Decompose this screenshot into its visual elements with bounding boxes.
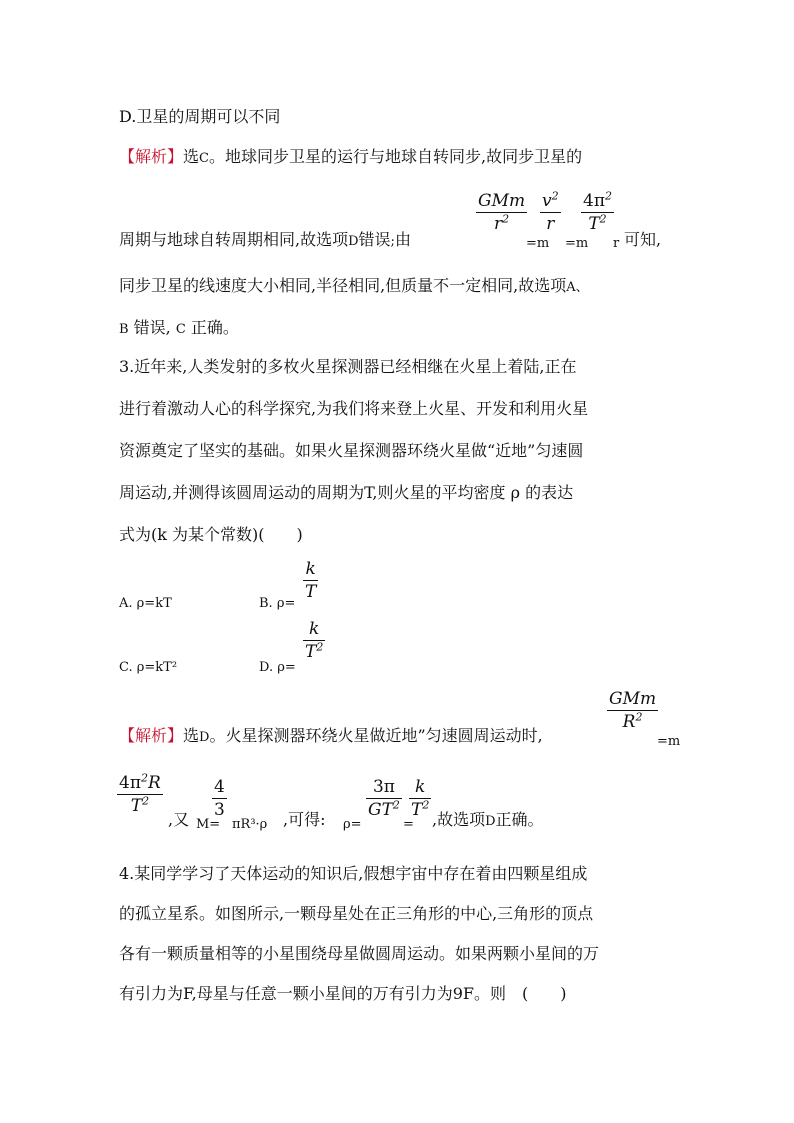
fraction-gmm-r2: GMm $r^2$ xyxy=(478,191,526,234)
mass-eq: M= xyxy=(196,817,221,832)
equals-m-1: =m xyxy=(526,236,550,251)
q4-line-3: 各有一颗质量相等的小星围绕母星做圆周运动。如果两颗小星间的万 xyxy=(119,944,600,963)
analysis-line-1: 【解析】选C。地球同步卫星的运行与地球自转同步,故同步卫星的 xyxy=(119,147,583,166)
rho-eq: ρ= xyxy=(343,817,362,832)
q4-line-2: 的孤立星系。如图所示,一颗母星处在正三角形的中心,三角形的顶点 xyxy=(119,904,594,923)
fraction-k-T2: k $T^2$ xyxy=(411,777,430,820)
analysis-line-4: B 错误, C 正确。 xyxy=(119,318,239,337)
q3-line-2: 进行着激动人心的科学探究,为我们将来登上火星、开发和利用火星 xyxy=(119,399,589,418)
equals-m-2: =m xyxy=(565,236,589,251)
radius-r: r xyxy=(613,236,620,251)
q3-analysis-line-1: 【解析】选D。火星探测器环绕火星做近地”匀速圆周运动时, xyxy=(119,726,543,745)
volume-expr: πR³·ρ xyxy=(232,817,268,832)
option-b-fraction: k T xyxy=(305,559,317,602)
option-c: C. ρ=kT² xyxy=(119,660,178,675)
q3-analysis-you: ,又 xyxy=(168,810,190,829)
equals-m-q3: =m xyxy=(657,734,681,749)
option-d-fraction: k $T^2$ xyxy=(305,619,324,662)
q3-line-1: 3.近年来,人类发射的多枚火星探测器已经相继在火星上着陆,正在 xyxy=(119,357,577,376)
q4-line-4: 有引力为F,母星与任意一颗小星间的万有引力为9F。则 ( ) xyxy=(119,984,567,1003)
fraction-4-3: 4 3 xyxy=(214,777,225,820)
q3-analysis-tail: ,故选项D正确。 xyxy=(432,810,544,829)
fraction-4pi2R-T2: $4\pi^2R$ $T^2$ xyxy=(119,771,161,816)
equals-q3: = xyxy=(403,817,414,832)
analysis-tag: 【解析】 xyxy=(119,147,184,166)
fraction-gmm-R2: GMm $R^2$ xyxy=(609,689,657,732)
analysis-tag-q3: 【解析】 xyxy=(119,726,184,745)
analysis-line-2-tail: 可知, xyxy=(624,230,662,249)
fraction-4pi2-t2: $4\pi^2$ $T^2$ xyxy=(583,189,612,234)
option-b-label: B. ρ= xyxy=(259,596,296,611)
fraction-3pi-GT2: 3π $GT^2$ xyxy=(368,777,400,820)
fraction-v2-r: $v^2$ r xyxy=(542,189,559,234)
answer-choice: C xyxy=(199,151,209,166)
analysis-line-2: 周期与地球自转周期相同,故选项D错误;由 xyxy=(119,230,411,249)
q3-analysis-kede: ,可得: xyxy=(283,810,326,829)
option-d-previous: D.卫星的周期可以不同 xyxy=(119,107,281,126)
q3-line-4: 周运动,并测得该圆周运动的周期为T,则火星的平均密度 ρ 的表达 xyxy=(119,483,574,502)
q3-line-3: 资源奠定了坚实的基础。如果火星探测器环绕火星做“近地”匀速圆 xyxy=(119,441,584,460)
option-a: A. ρ=kT xyxy=(119,596,172,611)
q4-line-1: 4.某同学学习了天体运动的知识后,假想宇宙中存在着由四颗星组成 xyxy=(119,864,588,883)
analysis-line-3: 同步卫星的线速度大小相同,半径相同,但质量不一定相同,故选项A、 xyxy=(119,276,589,295)
q3-line-5: 式为(k 为某个常数)( ) xyxy=(119,525,303,544)
answer-choice-q3: D xyxy=(199,730,210,745)
option-d-label: D. ρ= xyxy=(259,660,296,675)
